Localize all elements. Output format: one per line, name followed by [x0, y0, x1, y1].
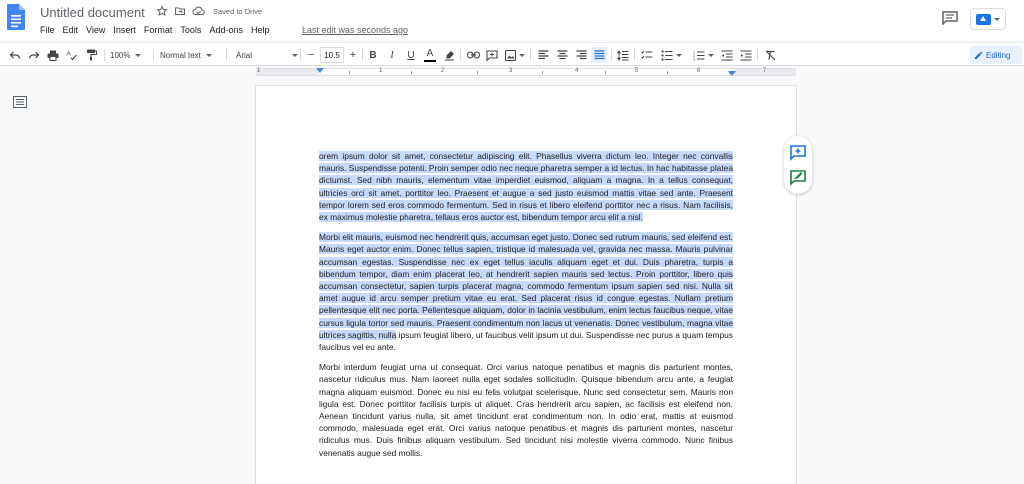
- align-right-button[interactable]: [574, 47, 588, 63]
- ruler-label: 7: [763, 68, 767, 74]
- toolbar-divider: [634, 49, 635, 61]
- chevron-down-icon: [676, 54, 682, 57]
- present-icon: [976, 14, 991, 25]
- align-left-icon: [538, 50, 549, 60]
- docs-logo-icon[interactable]: [7, 4, 25, 30]
- print-icon: [47, 50, 59, 61]
- svg-text:2: 2: [692, 53, 695, 58]
- toolbar: [0, 42, 1024, 66]
- zoom-select[interactable]: [110, 47, 150, 63]
- paragraph: [319, 150, 733, 223]
- align-justify-button[interactable]: [591, 47, 607, 63]
- ruler-label: 6: [697, 68, 701, 74]
- ruler-tick: [667, 71, 668, 74]
- text-color-swatch: [424, 60, 436, 62]
- comment-history-icon[interactable]: [942, 11, 958, 25]
- underline-icon: U: [407, 49, 415, 61]
- ruler-label: 2: [441, 68, 445, 74]
- ruler-left-margin: [257, 69, 319, 75]
- italic-button[interactable]: [385, 47, 399, 63]
- pencil-icon: [974, 51, 983, 60]
- menu-help[interactable]: Help: [250, 25, 270, 35]
- undo-icon: [9, 50, 21, 60]
- chevron-down-icon: [135, 54, 141, 57]
- checklist-icon: [641, 50, 653, 61]
- redo-button[interactable]: [27, 47, 41, 63]
- svg-text:A: A: [66, 50, 71, 58]
- menu-tools[interactable]: Tools: [180, 25, 202, 35]
- line-spacing-icon: [617, 50, 629, 61]
- ruler-tick: [349, 71, 350, 74]
- add-comment-icon: [486, 50, 498, 61]
- increase-indent-button[interactable]: [739, 47, 753, 63]
- toolbar-divider: [362, 49, 363, 61]
- menu-file[interactable]: File: [40, 25, 55, 35]
- ruler-tick: [605, 71, 606, 74]
- style-select[interactable]: [160, 47, 220, 63]
- title-actions: [156, 5, 262, 17]
- floating-comment-actions: [784, 136, 812, 194]
- toolbar-divider: [611, 49, 612, 61]
- increase-indent-icon: [740, 50, 752, 61]
- document-title[interactable]: Untitled document: [40, 5, 145, 20]
- editing-label: Editing: [986, 50, 1011, 60]
- svg-text:3: 3: [692, 57, 695, 61]
- svg-text:1: 1: [692, 50, 695, 54]
- underline-button[interactable]: [404, 47, 418, 63]
- saved-status: Saved to Drive: [213, 6, 263, 16]
- chevron-down-icon: [206, 54, 212, 57]
- chevron-down-icon: [292, 54, 298, 57]
- add-comment-button[interactable]: [485, 47, 499, 63]
- menu-edit[interactable]: Edit: [62, 25, 79, 35]
- ruler-label: 4: [575, 68, 579, 74]
- ruler-track: [256, 68, 796, 76]
- title-bar: [0, 0, 1024, 40]
- decrease-indent-icon: [721, 50, 733, 61]
- font-select[interactable]: [236, 47, 298, 63]
- paragraph: [319, 231, 733, 353]
- decrease-indent-button[interactable]: [720, 47, 734, 63]
- spellcheck-button[interactable]: [65, 47, 79, 63]
- style-value: Normal text: [160, 50, 201, 60]
- chevron-down-icon: [519, 54, 525, 57]
- ruler-label: 3: [509, 68, 513, 74]
- bold-button[interactable]: [366, 47, 380, 63]
- chevron-down-icon: [708, 54, 714, 57]
- last-edit-link[interactable]: Last edit was seconds ago: [302, 25, 409, 35]
- ruler-tick: [411, 71, 412, 74]
- insert-link-button[interactable]: [466, 47, 480, 63]
- toolbar-divider: [153, 49, 154, 61]
- text-color-icon: A: [426, 47, 434, 59]
- ruler-tick: [542, 71, 543, 74]
- move-folder-icon[interactable]: [174, 5, 186, 17]
- toolbar-divider: [300, 49, 301, 61]
- print-button[interactable]: [46, 47, 60, 63]
- toolbar-divider: [460, 49, 461, 61]
- redo-icon: [28, 50, 40, 60]
- toolbar-divider: [104, 49, 105, 61]
- spellcheck-icon: [66, 49, 78, 61]
- selected-text: orem ipsum dolor sit amet, consectetur adipiscing elit. Phasellus viverra dictum leo. Integer nec convallis mauris. Suspendisse potenti. Proin semper odio nec neque pharetra semper a id lectus. In hac habitasse platea dictumst. Sed nibh mauris, elementum vitae imperdiet euismod, aliquam a magna. In a tellus consequat, ultricies orci sit amet, porttitor leo. Praesent et augue a sed justo euismod mattis vitae sed ante. Praesent tempor lorem sed eros commodo fermentum. Sed in risus et libero eleifend porttitor nec a risus. Nam facilisis, ex maximus molestie pharetra, tellaus eros auctor est, bibendum tempor arcu elit a nisl.: [319, 151, 733, 223]
- numbered-list-button[interactable]: [690, 47, 716, 63]
- ruler-label: 1: [379, 68, 383, 74]
- menu-format[interactable]: Format: [143, 25, 173, 35]
- bullet-list-button[interactable]: [658, 47, 684, 63]
- ruler: [0, 67, 1024, 77]
- align-center-button[interactable]: [555, 47, 569, 63]
- font-size-input[interactable]: 10.5: [320, 47, 344, 63]
- present-button[interactable]: [970, 8, 1006, 30]
- document-body[interactable]: [319, 150, 733, 467]
- text-color-button[interactable]: [423, 47, 437, 63]
- insert-image-button[interactable]: [504, 47, 526, 63]
- align-justify-icon: [594, 50, 605, 60]
- cloud-saved-icon[interactable]: [192, 5, 205, 17]
- paint-format-button[interactable]: [84, 47, 98, 63]
- increase-font-size-button[interactable]: +: [349, 49, 357, 61]
- paragraph-text: ipsum feugiat libero, ut faucibus velit ipsum ut dui. Suspendisse nec purus a quam tempus faucibus vel eu ante.: [319, 329, 733, 353]
- align-left-button[interactable]: [536, 47, 550, 63]
- document-outline-icon[interactable]: [13, 96, 27, 108]
- bold-icon: B: [369, 49, 377, 61]
- right-indent-handle[interactable]: [728, 71, 736, 76]
- ruler-label: 5: [635, 68, 639, 74]
- clear-formatting-icon: [765, 50, 776, 61]
- checklist-button[interactable]: [640, 47, 654, 63]
- highlight-button[interactable]: [442, 47, 456, 63]
- numbered-list-icon: [693, 50, 705, 61]
- menu-bar: [40, 25, 277, 35]
- ruler-tick: [477, 71, 478, 74]
- menu-add-ons[interactable]: Add-ons: [209, 25, 243, 35]
- clear-formatting-button[interactable]: [763, 47, 777, 63]
- selected-text: Morbi elit mauris, euismod nec hendrerit quis, accumsan eget justo. Donec sed rutrum mauris, sed eleifend est. Mauris eget auctor enim. Donec tellus sapien, tristique id malesuada vel, gravida nec massa. Mauris pulvinar accumsan egestas. Suspendisse nec ex eget tellus iaculis aliquam eget et dui. Duis pharetra, turpis a bibendum tempor, diam enim placerat leo, at hendrerit sapien mauris sed lectus. Proin porttitor, libero quis accumsan consectetur, sapien turpis placerat magna, commodo fermentum ipsum sapien sed nisi. Nulla sit amet augue id arcu semper pretium vitae eu erat. Sed placerat risus id congue egestas. Nullam pretium pellentesque elit nec porta. Pellentesque aliquam, dolor in lacinia vestibulum, enim lectus faucibus neque, vitae cursus ligula tortor sed mauris. Praesent condimentum non lacus ut venenatis. Donec vestibulum, magna vitae ultrices sagittis, nulla: [319, 232, 733, 340]
- chevron-down-icon: [994, 18, 1000, 21]
- left-indent-handle[interactable]: [316, 68, 324, 73]
- align-right-icon: [576, 50, 587, 60]
- add-comment-icon[interactable]: [790, 145, 806, 161]
- zoom-value: 100%: [110, 50, 131, 60]
- paragraph-text: Morbi interdum feugiat urna ut consequat. Orci varius natoque penatibus et magnis dis parturient montes, nascetur ridiculus mus. Nam laoreet nulla eget sodales sollicitudin. Quisque bibendum arcu ante, a feugiat magna aliquam euismod. Donec eu nisi eu felis volutpat scelerisque. Nunc sed consectetur sem. Mauris non ligula est. Donec porttitor facilisis turpis ut aliquet. Cras hendrerit arcu sapien, ac facilisis est eleifend non. Aenean tincidunt varius nulla, sit amet tincidunt erat condimentum non. In odio erat, mattis at euismod commodo, malesuada eget erat. Orci varius natoque penatibus et magnis dis parturient montes, nascetur ridiculus mus. Duis finibus aliquam vestibulum. Sed tincidunt nisi molestie viverra commodo. Nunc finibus venenatis augue sed mollis.: [319, 362, 733, 458]
- toolbar-divider: [530, 49, 531, 61]
- menu-view[interactable]: View: [86, 25, 106, 35]
- paragraph: [319, 361, 733, 459]
- link-icon: [467, 51, 480, 59]
- bullet-list-icon: [661, 50, 673, 61]
- font-value: Arial: [236, 50, 253, 60]
- line-spacing-button[interactable]: [616, 47, 630, 63]
- undo-button[interactable]: [8, 47, 22, 63]
- toolbar-divider: [226, 49, 227, 61]
- ruler-label: 1: [257, 68, 261, 74]
- paint-format-icon: [86, 49, 97, 61]
- suggest-edits-icon[interactable]: [790, 170, 806, 186]
- menu-insert[interactable]: Insert: [113, 25, 136, 35]
- insert-image-icon: [505, 50, 516, 61]
- italic-icon: I: [390, 49, 394, 61]
- toolbar-divider: [757, 49, 758, 61]
- highlight-icon: [444, 50, 455, 61]
- star-icon[interactable]: [156, 5, 168, 17]
- decrease-font-size-button[interactable]: −: [307, 49, 315, 61]
- editing-mode-select[interactable]: [970, 46, 1022, 64]
- align-center-icon: [557, 50, 568, 60]
